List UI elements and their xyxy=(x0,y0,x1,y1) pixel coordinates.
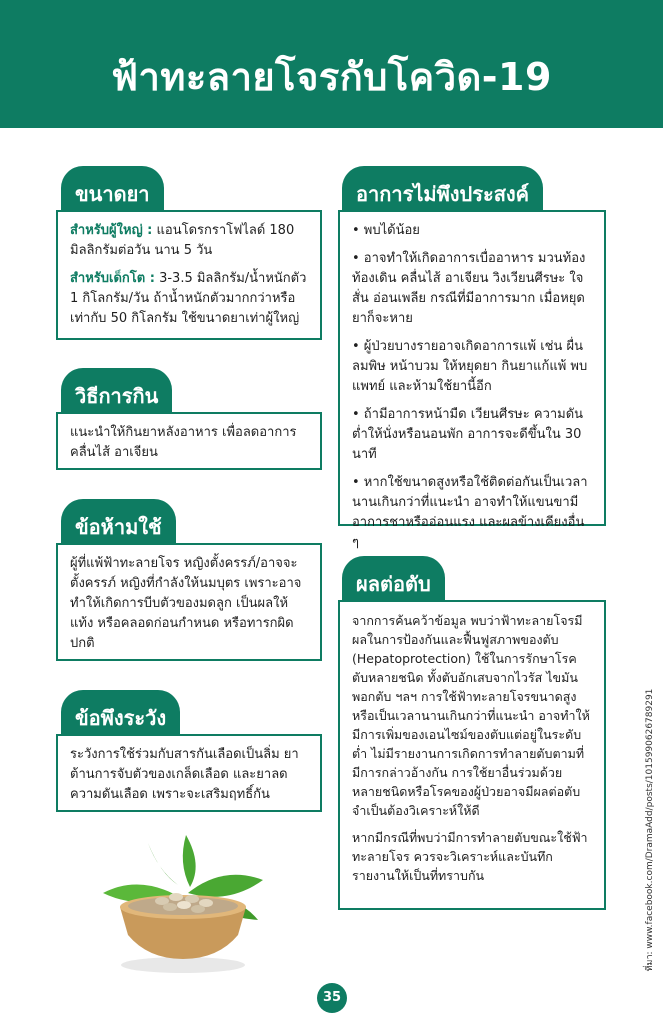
contraindications-heading-tab: ข้อห้ามใช้ xyxy=(61,499,176,547)
herb-bowl-illustration xyxy=(98,825,268,975)
page-number: 35 xyxy=(317,983,347,1013)
liver-box xyxy=(338,600,606,910)
usage-box xyxy=(56,412,322,470)
contraindications-box xyxy=(56,543,322,661)
adult-dosage-label: สำหรับผู้ใหญ่ : xyxy=(70,223,153,238)
side-effect-item: • พบได้น้อย xyxy=(352,223,420,238)
dosage-box xyxy=(56,210,322,340)
side-effect-item: • หากใช้ขนาดสูงหรือใช้ติดต่อกันเป็นเวลานานเกินกว่าที่แนะนำ อาจทำให้แขนขามีอาการชาหรืออ่อนแรง และผลข้างเคียงอื่น ๆ xyxy=(352,475,588,550)
dosage-heading-tab: ขนาดยา xyxy=(61,166,164,214)
side-effect-item: • อาจทำให้เกิดอาการเบื่ออาหาร มวนท้อง ท้องเดิน คลื่นไส้ อาเจียน วิงเวียนศีรษะ ใจสั่น อ่อนเพลีย กรณีที่มีอาการมาก เมื่อหยุดยาก็จะหาย xyxy=(352,251,586,326)
page-title: ฟ้าทะลายโจรกับโควิด-19 xyxy=(111,55,552,99)
child-dosage-text: 3-3.5 มิลลิกรัม/น้ำหนักตัว 1 กิโลกรัม/วัน ถ้าน้ำหนักตัวมากกว่าหรือเท่ากับ 50 กิโลกรัม ใช้ขนาดยาเท่าผู้ใหญ่ xyxy=(70,271,307,326)
contraindications-text: ผู้ที่แพ้ฟ้าทะลายโจร หญิงตั้งครรภ์/อาจจะตั้งครรภ์ หญิงที่กำลังให้นมบุตร เพราะอาจทำให้เกิดการบีบตัวของมดลูก เป็นผลให้แท้ง หรือคลอดก่อนกำหนด หรือทารกผิดปกติ xyxy=(70,556,302,651)
source-credit-text: ที่มา: www.facebook.com/DramaAdd/posts/1015990626789291 xyxy=(645,688,655,972)
liver-heading-tab: ผลต่อตับ xyxy=(342,556,445,604)
child-dosage xyxy=(70,269,308,329)
usage-heading-tab: วิธีการกิน xyxy=(61,368,172,416)
precautions-heading-tab: ข้อพึงระวัง xyxy=(61,690,180,738)
usage-text: แนะนำให้กินยาหลังอาหาร เพื่อลดอาการคลื่นไส้ อาเจียน xyxy=(70,425,297,460)
title-banner xyxy=(0,0,663,128)
source-credit xyxy=(641,688,657,972)
side-effect-item: • ถ้ามีอาการหน้ามืด เวียนศีรษะ ความดันต่ำให้นั่งหรือนอนพัก อาการจะดีขึ้นใน 30 นาที xyxy=(352,407,584,462)
precautions-text: ระวังการใช้ร่วมกับสารกันเลือดเป็นลิ่ม ยาต้านการจับตัวของเกล็ดเลือด และยาลดความดันเลือด เพราะจะเสริมฤทธิ์กัน xyxy=(70,747,299,802)
liver-paragraph-2: หากมีกรณีที่พบว่ามีการทำลายตับขณะใช้ฟ้าทะลายโจร ควรจะวิเคราะห์และบันทึกรายงานให้เป็นที่ทราบกัน xyxy=(352,830,588,883)
side-effect-item: • ผู้ป่วยบางรายอาจเกิดอาการแพ้ เช่น ผื่นลมพิษ หน้าบวม ให้หยุดยา กินยาแก้แพ้ พบแพทย์ และห้ามใช้ยานี้อีก xyxy=(352,339,588,394)
adult-dosage xyxy=(70,221,308,261)
side-effects-heading-tab: อาการไม่พึงประสงค์ xyxy=(342,166,543,214)
precautions-box xyxy=(56,734,322,812)
liver-paragraph-1: จากการค้นคว้าข้อมูล พบว่าฟ้าทะลายโจรมีผลในการป้องกันและฟื้นฟูสภาพของตับ (Hepatoprotection) ใช้ในการรักษาโรคตับหลายชนิด ทั้งตับอักเสบจากไวรัส ไขมันพอกตับ ฯลฯ การใช้ฟ้าทะลายโจรขนาดสูงหรือเป็นเวลานานเกินกว่าที่แนะนำ อาจทำให้มีการเพิ่มของเอนไซม์ของตับแต่อยู่ในระดับต่ำ ไม่มีรายงานการเกิดการทำลายตับตามที่มีการกล่าวอ้างกัน การใช้ยาอื่นร่วมด้วยหลายชนิดหรือโรคของผู้ป่วยอาจมีผลต่อตับ จำเป็นต้องวิเคราะห์ให้ดี xyxy=(352,613,590,818)
adult-dosage-text: แอนโดรกราโฟไลด์ 180 มิลลิกรัมต่อวัน นาน 5 วัน xyxy=(70,223,295,258)
child-dosage-label: สำหรับเด็กโต : xyxy=(70,271,155,286)
side-effects-box xyxy=(338,210,606,550)
